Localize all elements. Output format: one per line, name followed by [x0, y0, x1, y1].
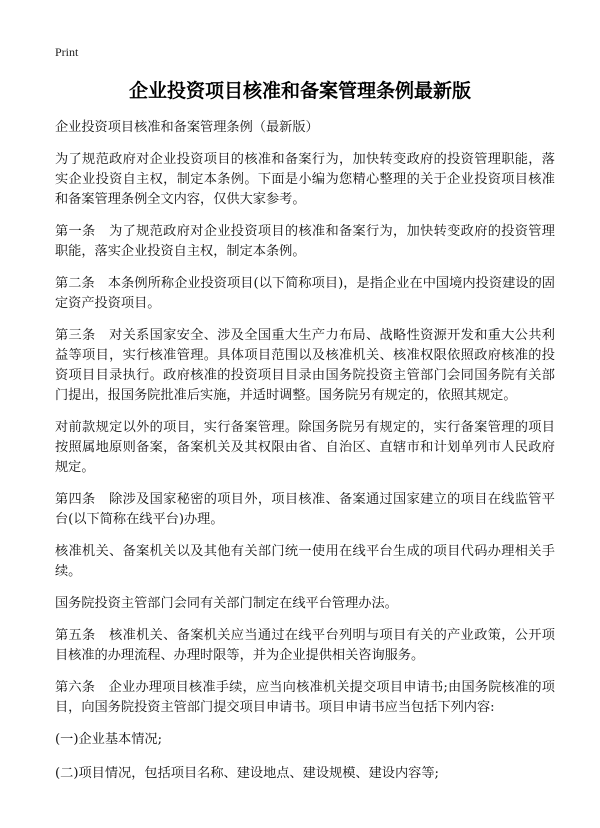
article-5-paragraph: 第五条 核准机关、备案机关应当通过在线平台列明与项目有关的产业政策，公开项目核准的办理流程、办理时限等，并为企业提供相关咨询服务。	[55, 628, 555, 663]
article-3-continued-paragraph: 对前款规定以外的项目，实行备案管理。除国务院另有规定的，实行备案管理的项目按照属地原则备案，备案机关及其权限由省、自治区、直辖市和计划单列市人民政府规定。	[55, 420, 555, 475]
intro-paragraph: 为了规范政府对企业投资项目的核准和备案行为，加快转变政府的投资管理职能，落实企业投资自主权，制定本条例。下面是小编为您精心整理的关于企业投资项目核准和备案管理条例全文内容，仅供大家参考。	[55, 152, 555, 207]
subtitle-paragraph: 企业投资项目核准和备案管理条例（最新版）	[55, 120, 319, 135]
article-4-platform-paragraph: 国务院投资主管部门会同有关部门制定在线平台管理办法。	[55, 596, 398, 611]
list-item-2: (二)项目情况，包括项目名称、建设地点、建设规模、建设内容等;	[55, 766, 439, 781]
article-1-paragraph: 第一条 为了规范政府对企业投资项目的核准和备案行为，加快转变政府的投资管理职能，落实企业投资自主权，制定本条例。	[55, 224, 555, 259]
article-4-paragraph: 第四条 除涉及国家秘密的项目外，项目核准、备案通过国家建立的项目在线监管平台(以下简称在线平台)办理。	[55, 492, 555, 527]
document-body	[55, 118, 555, 798]
document-title: 企业投资项目核准和备案管理条例最新版	[128, 80, 471, 102]
print-link[interactable]: Print	[55, 45, 79, 59]
article-4-continued-paragraph: 核准机关、备案机关以及其他有关部门统一使用在线平台生成的项目代码办理相关手续。	[55, 544, 555, 579]
list-item-1: (一)企业基本情况;	[55, 732, 163, 747]
article-6-paragraph: 第六条 企业办理项目核准手续，应当向核准机关提交项目申请书;由国务院核准的项目，向国务院投资主管部门提交项目申请书。项目申请书应当包括下列内容:	[55, 680, 555, 715]
article-3-paragraph: 第三条 对关系国家安全、涉及全国重大生产力布局、战略性资源开发和重大公共利益等项目，实行核准管理。具体项目范围以及核准机关、核准权限依照政府核准的投资项目目录执行。政府核准的投资项目目录由国务院投资主管部门会同国务院有关部门提出，报国务院批准后实施，并适时调整。国务院另有规定的，依照其规定。	[55, 328, 555, 403]
article-2-paragraph: 第二条 本条例所称企业投资项目(以下简称项目)，是指企业在中国境内投资建设的固定资产投资项目。	[55, 276, 555, 311]
